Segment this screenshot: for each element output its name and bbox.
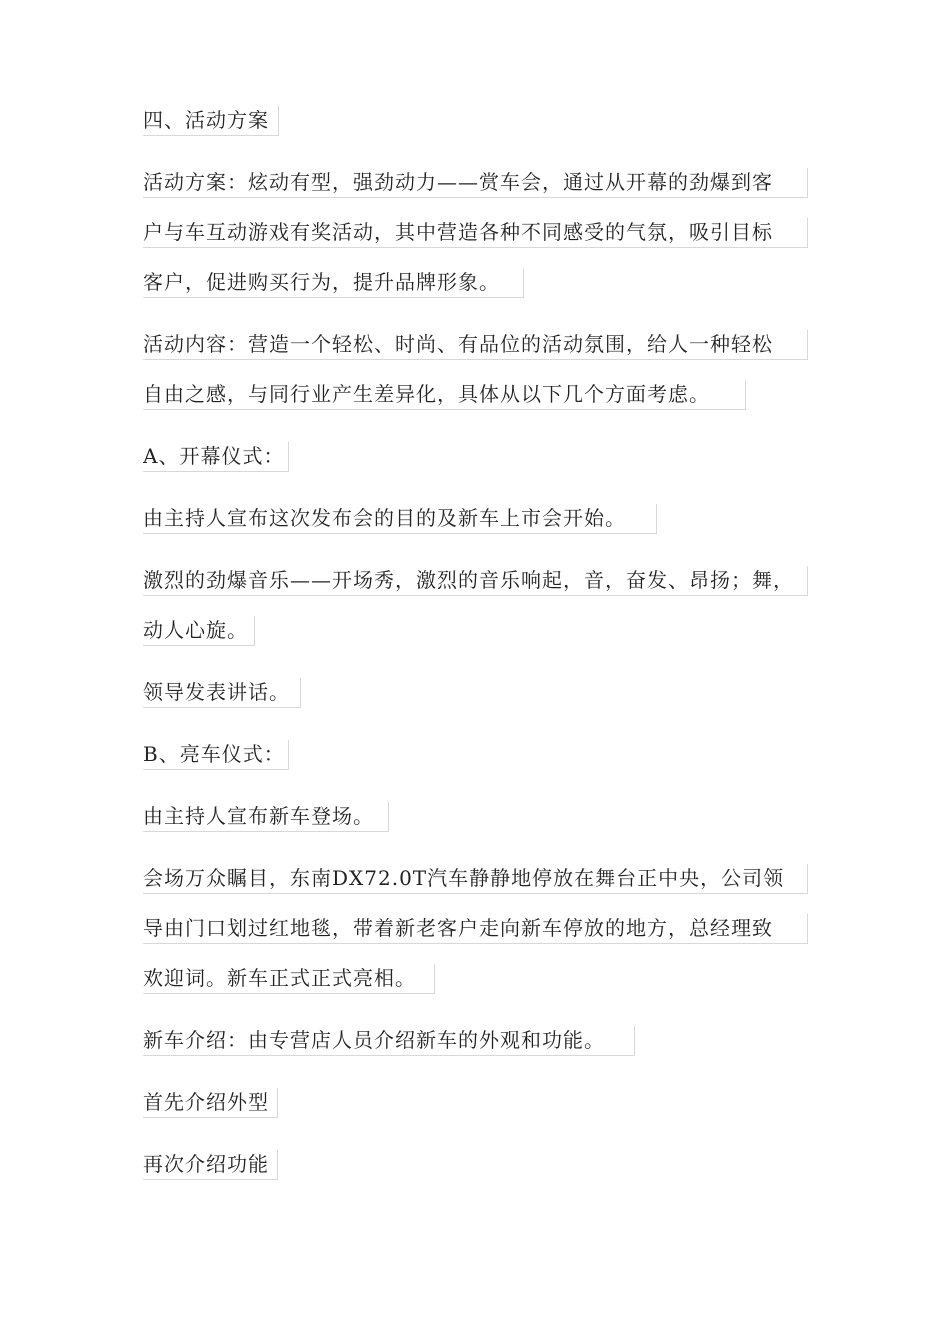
text-line: 首先介绍外型 (143, 1088, 278, 1118)
subsection-heading: B、亮车仪式： (143, 740, 289, 770)
subsection-heading: A、开幕仪式： (143, 442, 289, 472)
text-line: 户与车互动游戏有奖活动，其中营造各种不同感受的气氛，吸引目标 (143, 218, 808, 248)
text-line: 新车介绍：由专营店人员介绍新车的外观和功能。 (143, 1026, 635, 1056)
text-line: 领导发表讲话。 (143, 678, 301, 708)
section-heading: 四、活动方案 (143, 106, 279, 136)
text-line: 活动内容：营造一个轻松、时尚、有品位的活动氛围，给人一种轻松 (143, 330, 808, 360)
text-line: 导由门口划过红地毯，带着新老客户走向新车停放的地方，总经理致 (143, 914, 808, 944)
text-line: 欢迎词。新车正式正式亮相。 (143, 964, 435, 994)
text-line: 动人心旋。 (143, 616, 255, 646)
text-line: 由主持人宣布这次发布会的目的及新车上市会开始。 (143, 504, 657, 534)
text-line: 由主持人宣布新车登场。 (143, 802, 389, 832)
text-line: 活动方案：炫动有型，强劲动力——赏车会，通过从开幕的劲爆到客 (143, 168, 808, 198)
text-line: 自由之感，与同行业产生差异化，具体从以下几个方面考虑。 (143, 380, 746, 410)
text-line: 客户，促进购买行为，提升品牌形象。 (143, 268, 524, 298)
text-line: 会场万众瞩目，东南DX72.0T汽车静静地停放在舞台正中央，公司领 (143, 864, 808, 894)
text-line: 再次介绍功能 (143, 1150, 278, 1180)
text-line: 激烈的劲爆音乐——开场秀，激烈的音乐响起，音，奋发、昂扬；舞， (143, 566, 808, 596)
